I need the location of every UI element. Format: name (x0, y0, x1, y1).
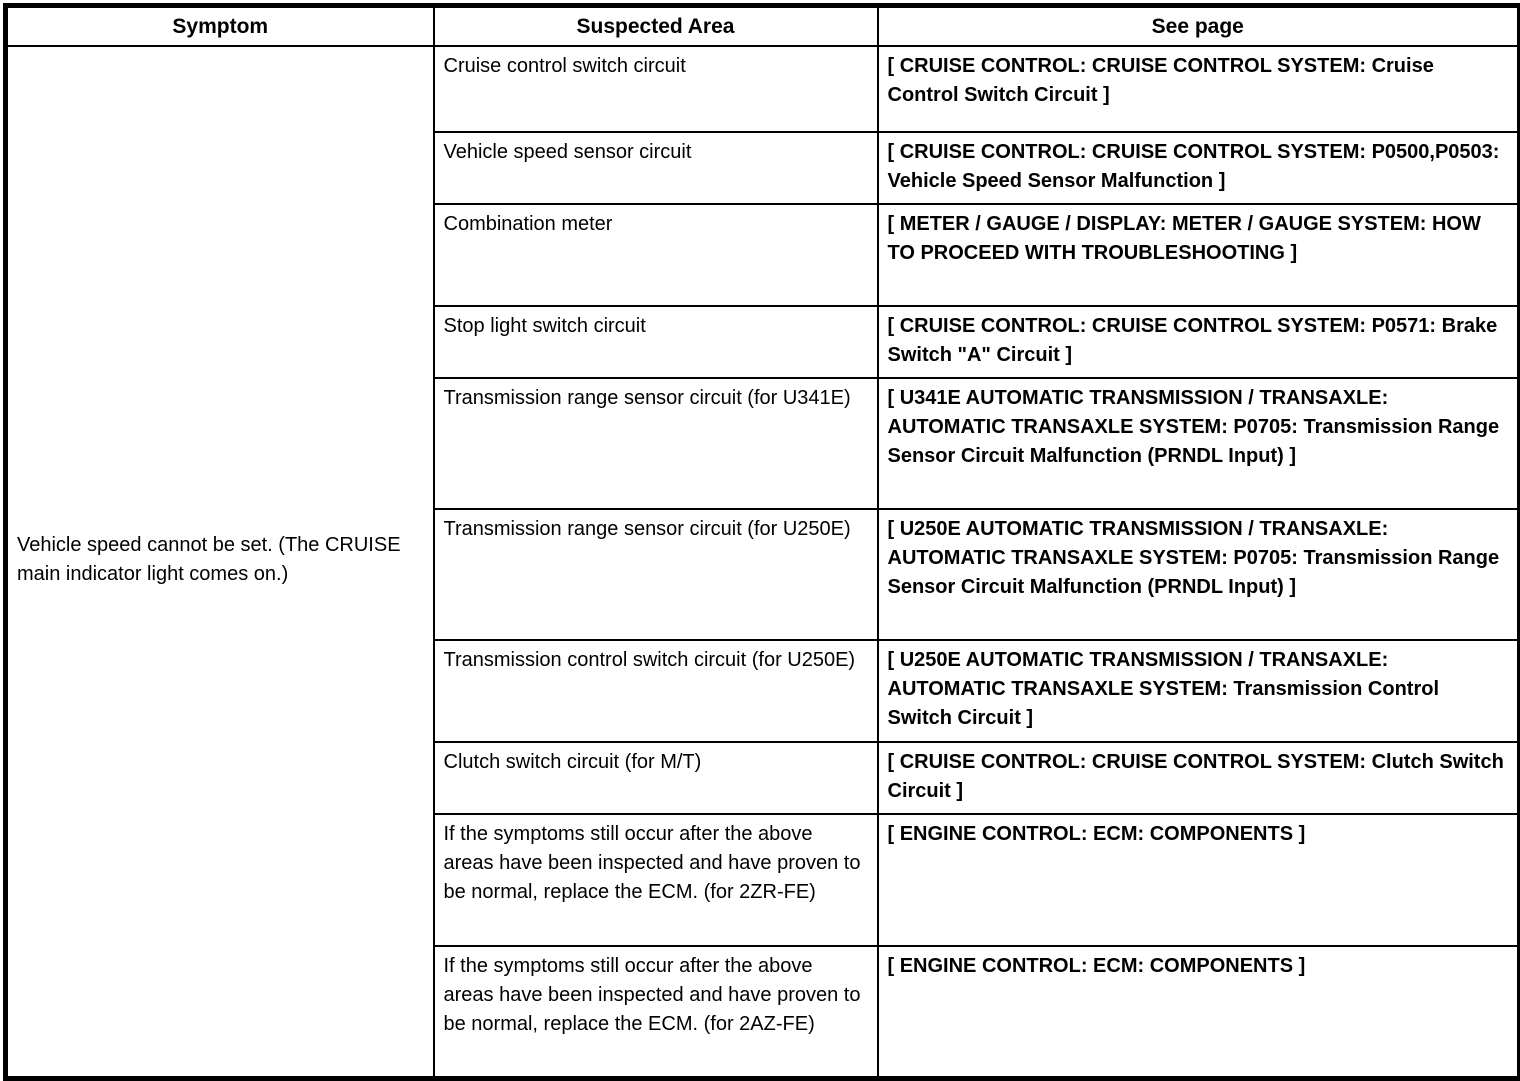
header-see-page: See page (878, 6, 1520, 47)
suspected-area-cell: Combination meter (434, 204, 878, 306)
see-page-cell: [ U250E AUTOMATIC TRANSMISSION / TRANSAXLE: AUTOMATIC TRANSAXLE SYSTEM: P0705: Transmission Range Sensor Circuit Malfunction (PRNDL Input) ] (878, 509, 1520, 640)
suspected-area-cell: If the symptoms still occur after the above areas have been inspected and have proven to be normal, replace the ECM. (for 2ZR-FE) (434, 814, 878, 946)
suspected-area-cell: If the symptoms still occur after the above areas have been inspected and have proven to be normal, replace the ECM. (for 2AZ-FE) (434, 946, 878, 1078)
problem-symptoms-table (3, 3, 1520, 1081)
see-page-cell: [ CRUISE CONTROL: CRUISE CONTROL SYSTEM: P0571: Brake Switch "A" Circuit ] (878, 306, 1520, 378)
suspected-area-cell: Transmission control switch circuit (for U250E) (434, 640, 878, 742)
suspected-area-cell: Transmission range sensor circuit (for U250E) (434, 509, 878, 640)
see-page-cell: [ CRUISE CONTROL: CRUISE CONTROL SYSTEM: Clutch Switch Circuit ] (878, 742, 1520, 814)
suspected-area-cell: Vehicle speed sensor circuit (434, 132, 878, 204)
header-row (6, 6, 1520, 47)
see-page-cell: [ CRUISE CONTROL: CRUISE CONTROL SYSTEM: P0500,P0503: Vehicle Speed Sensor Malfunction ] (878, 132, 1520, 204)
table-row (6, 46, 1520, 132)
symptom-cell: Vehicle speed cannot be set. (The CRUISE main indicator light comes on.) (6, 46, 434, 1078)
see-page-cell: [ ENGINE CONTROL: ECM: COMPONENTS ] (878, 946, 1520, 1078)
see-page-cell: [ CRUISE CONTROL: CRUISE CONTROL SYSTEM: Cruise Control Switch Circuit ] (878, 46, 1520, 132)
header-suspected-area: Suspected Area (434, 6, 878, 47)
see-page-cell: [ METER / GAUGE / DISPLAY: METER / GAUGE SYSTEM: HOW TO PROCEED WITH TROUBLESHOOTING ] (878, 204, 1520, 306)
suspected-area-cell: Cruise control switch circuit (434, 46, 878, 132)
see-page-cell: [ U250E AUTOMATIC TRANSMISSION / TRANSAXLE: AUTOMATIC TRANSAXLE SYSTEM: Transmission Control Switch Circuit ] (878, 640, 1520, 742)
header-symptom: Symptom (6, 6, 434, 47)
suspected-area-cell: Clutch switch circuit (for M/T) (434, 742, 878, 814)
suspected-area-cell: Transmission range sensor circuit (for U341E) (434, 378, 878, 509)
see-page-cell: [ ENGINE CONTROL: ECM: COMPONENTS ] (878, 814, 1520, 946)
suspected-area-cell: Stop light switch circuit (434, 306, 878, 378)
see-page-cell: [ U341E AUTOMATIC TRANSMISSION / TRANSAXLE: AUTOMATIC TRANSAXLE SYSTEM: P0705: Transmission Range Sensor Circuit Malfunction (PRNDL Input) ] (878, 378, 1520, 509)
